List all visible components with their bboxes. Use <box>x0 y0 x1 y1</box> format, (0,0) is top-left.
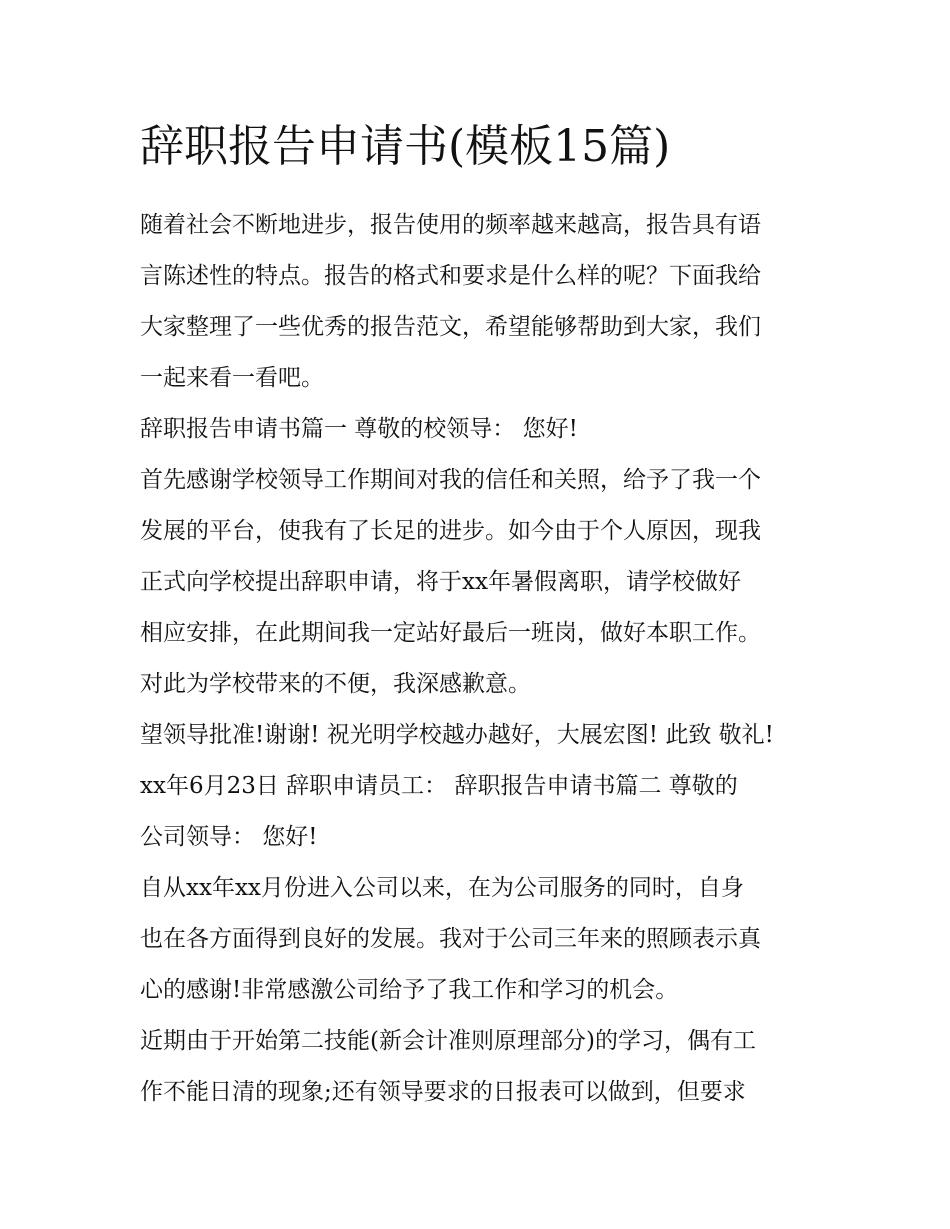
body-line: 言陈述性的特点。报告的格式和要求是什么样的呢？下面我给 <box>140 263 761 289</box>
body-line: 发展的平台，使我有了长足的进步。如今由于个人原因，现我 <box>140 518 761 544</box>
body-line: 对此为学校带来的不便，我深感歉意。 <box>140 671 531 697</box>
body-line: 相应安排，在此期间我一定站好最后一班岗，做好本职工作。 <box>140 620 761 646</box>
body-line: xx年6月23日 辞职申请员工： 辞职报告申请书篇二 尊敬的 <box>140 773 738 799</box>
document-title: 辞职报告申请书(模板15篇) <box>140 121 671 172</box>
body-line: 也在各方面得到良好的发展。我对于公司三年来的照顾表示真 <box>140 926 761 952</box>
body-line: 自从xx年xx月份进入公司以来，在为公司服务的同时，自身 <box>140 875 744 901</box>
body-line: 正式向学校提出辞职申请，将于xx年暑假离职，请学校做好 <box>140 569 741 595</box>
body-line: 辞职报告申请书篇一 尊敬的校领导： 您好! <box>140 416 578 442</box>
body-line: 心的感谢!非常感激公司给予了我工作和学习的机会。 <box>140 977 679 1003</box>
body-line: 大家整理了一些优秀的报告范文，希望能够帮助到大家，我们 <box>140 314 761 340</box>
body-line: 公司领导： 您好! <box>140 824 318 850</box>
document-body <box>140 200 815 1118</box>
body-line: 望领导批准!谢谢! 祝光明学校越办越好，大展宏图! 此致 敬礼! <box>140 722 774 748</box>
body-line: 一起来看一看吧。 <box>140 365 324 391</box>
body-line: 首先感谢学校领导工作期间对我的信任和关照，给予了我一个 <box>140 467 761 493</box>
body-line: 作不能日清的现象;还有领导要求的日报表可以做到，但要求 <box>140 1079 746 1105</box>
body-line: 随着社会不断地进步，报告使用的频率越来越高，报告具有语 <box>140 212 761 238</box>
body-line: 近期由于开始第二技能(新会计准则原理部分)的学习，偶有工 <box>140 1028 756 1054</box>
document-page <box>140 112 815 1118</box>
